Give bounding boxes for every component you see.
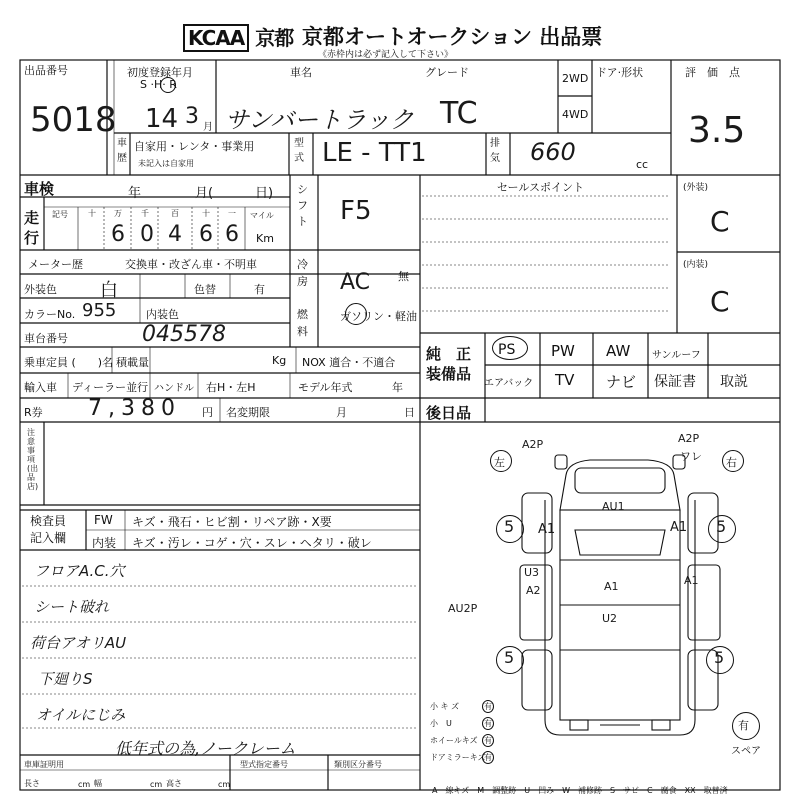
nox-options[interactable]: NOX 適合・不適合 (302, 356, 396, 369)
load-label: 積載量 (116, 356, 149, 369)
fuel-circle (345, 303, 367, 325)
comment-1: シート破れ (34, 598, 110, 616)
aftermarket-label: 後日品 (426, 404, 472, 422)
equip-ps-circle (492, 336, 528, 360)
fw-items[interactable]: キズ・飛石・ヒビ割・リペア跡・X要 (132, 515, 332, 529)
displacement-value: 660 (530, 138, 576, 166)
notes-label: 注意事項(出品店) (27, 428, 39, 491)
cert-label: 車庫証明用 (24, 760, 64, 769)
import-label: 輸入車 (24, 381, 57, 394)
digit-h1: 万 (114, 209, 122, 218)
mark-roof: AU1 (602, 500, 625, 513)
equip-airbag[interactable]: エアバック (484, 378, 534, 389)
comment-4: オイルにじみ (36, 706, 126, 724)
interior-label: (内装) (683, 260, 709, 270)
kigo-label: 記号 (52, 210, 68, 219)
recycle-yen: 円 (202, 406, 213, 419)
right-side-label: 右 (726, 456, 737, 469)
km-label: Km (256, 232, 274, 245)
tire-rear-right-value: 5 (714, 648, 725, 667)
exterior-color-value: 白 (100, 280, 118, 301)
recycle-label: R券 (24, 406, 43, 419)
equip-navi[interactable]: ナビ (606, 373, 637, 391)
logo-city: 京都 (255, 26, 294, 50)
mileage-label: 走 行 (24, 209, 40, 247)
mileage-digit-3: 6 (199, 222, 213, 247)
first-reg-month: 3 (185, 104, 199, 129)
digit-h3: 百 (171, 209, 179, 218)
digit-h0: 十 (88, 209, 96, 218)
legend-small-3: ドアミラーキズ (430, 753, 486, 762)
tire-front-left-value: 5 (504, 517, 515, 536)
mark-right-door: A1 (670, 520, 688, 535)
aircon-none[interactable]: 無 (398, 270, 409, 283)
inspector-label: 検査員 記入欄 (30, 514, 67, 545)
recycle-value: 7,380 (88, 396, 181, 421)
interior-color-label: 内装色 (146, 308, 179, 321)
rating-value: 3.5 (688, 110, 746, 151)
color-change-label: 色替 (194, 283, 216, 296)
model-code: LE - TT1 (322, 138, 427, 168)
color-change-value[interactable]: 有 (254, 283, 265, 296)
mile-label: マイル (250, 211, 274, 220)
mark-front-right: A2P (678, 432, 700, 445)
meter-options[interactable]: 交換車・改ざん車・不明車 (125, 258, 257, 271)
mark-bed: A1 (604, 580, 619, 593)
listing-number: 5018 (30, 100, 117, 140)
car-diagram (520, 455, 720, 735)
interior-damage-label: 内装 (92, 536, 117, 550)
comment-2: 荷台アオリAU (30, 634, 127, 652)
interior-grade: C (710, 285, 730, 318)
damage-legend: A－線キズ M－調整跡 U－凹み W－補修跡 S－サビ C－腐食 XX－取替済 (432, 786, 728, 795)
equip-warranty[interactable]: 保証書 (654, 374, 696, 390)
fw-label: FW (94, 513, 113, 527)
mileage-digit-2: 4 (168, 222, 182, 247)
width-label: 幅 (94, 779, 102, 788)
era-options: S ·H· R (140, 78, 177, 91)
car-name: サンバートラック (225, 106, 414, 134)
name-change-label: 名変期限 (226, 406, 270, 419)
first-reg-label: 初度登録年月 (127, 66, 193, 79)
legend-small-mark-3: 有 (484, 753, 492, 762)
spare-mark: 有 (738, 719, 749, 732)
color-no-value: 955 (82, 300, 117, 321)
meter-label: メーター歴 (28, 258, 83, 271)
name-change-month: 月 (336, 406, 347, 419)
rating-label: 評 価 点 (685, 66, 740, 79)
color-no-label: カラーNo. (24, 308, 76, 321)
mileage-digit-0: 6 (111, 222, 125, 247)
equip-manual[interactable]: 取説 (720, 374, 748, 390)
grade-value: TC (440, 96, 478, 131)
model-no-label: 型式指定番号 (240, 760, 288, 769)
import-dealer[interactable]: ディーラー並行 (72, 381, 149, 394)
car-name-label: 車名 (290, 66, 312, 79)
equip-tv[interactable]: TV (555, 371, 575, 389)
equipment-label: 純 正 装備品 (426, 345, 472, 383)
mark-left-panel-a2: A2 (526, 584, 541, 597)
door-label: ドア·形状 (596, 66, 644, 79)
chassis-label: 車台番号 (24, 332, 68, 345)
history-note: 未記入は自家用 (138, 159, 194, 168)
chassis-value: 045578 (142, 322, 226, 347)
legend-small-mark-0: 有 (484, 702, 492, 711)
form-title: 京都オートオークション 出品票 (302, 25, 603, 49)
spare-label: スペア (731, 746, 761, 757)
first-reg-year: 14 (145, 104, 179, 134)
digit-h4: 十 (202, 209, 210, 218)
legend-small-mark-2: 有 (484, 736, 492, 745)
era-circle (160, 77, 176, 93)
mark-bed-rear: U2 (602, 612, 618, 625)
cc-unit: cc (636, 158, 649, 171)
equip-sunroof[interactable]: サンルーフ (652, 350, 701, 361)
handle-label: ハンドル (154, 383, 194, 394)
shaken-day-unit: 日) (255, 186, 274, 201)
height-unit: cm (218, 780, 231, 789)
mark-left-side: AU2P (448, 602, 478, 615)
legend-small-0: 小 キ ズ (430, 702, 460, 711)
comment-0: フロアA.C.穴 (34, 562, 125, 580)
legend-small-1: 小 U (430, 719, 452, 728)
comment-5: 低年式の為,ノークレーム (115, 739, 296, 758)
fuel-options[interactable]: ガソリン・軽油 (340, 310, 417, 323)
equip-pw[interactable]: PW (551, 342, 575, 360)
model-label: 型 式 (294, 138, 304, 164)
drive-2wd[interactable]: 2WD (562, 72, 589, 85)
length-unit: cm (78, 780, 91, 789)
sales-point-label: セールスポイント (497, 181, 585, 194)
exterior-label: (外装) (683, 183, 709, 193)
class-no-label: 類別区分番号 (334, 760, 382, 769)
mark-left-panel-u3: U3 (524, 566, 540, 579)
mark-front-left: A2P (522, 438, 544, 451)
legend-small-mark-1: 有 (484, 719, 492, 728)
equip-aw[interactable]: AW (606, 342, 631, 360)
tire-rear-left-value: 5 (504, 648, 515, 667)
shift-label: シ フ ト (297, 183, 308, 228)
left-side-label: 左 (494, 456, 505, 469)
shaken-year-unit: 年 (128, 186, 142, 201)
model-year-label: モデル年式 (298, 381, 353, 394)
displacement-label: 排 気 (490, 138, 500, 164)
handle-options[interactable]: 右H・左H (206, 381, 256, 394)
shaken-label: 車検 (24, 180, 55, 198)
interior-damage-items[interactable]: キズ・汚レ・コゲ・穴・スレ・ヘタリ・破レ (132, 536, 372, 550)
mark-front-right-crack: ワレ (680, 450, 702, 463)
listing-number-label: 出品番号 (24, 64, 68, 77)
mark-right-panel: A1 (684, 574, 699, 587)
digit-h5: 一 (228, 209, 236, 218)
comment-3: 下廻りS (38, 670, 93, 688)
tire-front-right-value: 5 (716, 517, 727, 536)
mileage-digit-1: 0 (140, 222, 154, 247)
equip-ps[interactable]: PS (498, 342, 516, 358)
aircon-label: 冷 房 (297, 258, 308, 288)
month-unit: 月 (203, 122, 213, 133)
model-year-unit: 年 (392, 381, 403, 394)
height-label: 高さ (166, 779, 182, 788)
grade-label: グレード (425, 66, 469, 79)
shaken-month-unit: 月( (195, 186, 214, 201)
form-note: 《赤枠内は必ず記入して下さい》 (318, 50, 454, 60)
fuel-label: 燃 料 (297, 308, 308, 338)
name-change-day: 日 (404, 406, 415, 419)
exterior-color-label: 外装色 (24, 283, 57, 296)
exterior-grade: C (710, 205, 730, 238)
drive-4wd[interactable]: 4WD (562, 108, 589, 121)
digit-h2: 千 (141, 209, 149, 218)
mileage-digit-4: 6 (225, 222, 239, 247)
kg-unit: Kg (272, 354, 287, 367)
history-label: 車 歴 (117, 138, 127, 164)
seats-label: 乗車定員 ( )名 (24, 356, 114, 369)
length-label: 長さ (24, 779, 40, 788)
logo-kcaa: KCAA (183, 24, 249, 52)
legend-small-2: ホイールキズ (430, 736, 478, 745)
shift-value: F5 (340, 196, 372, 226)
width-unit: cm (150, 780, 163, 789)
mark-left-door: A1 (538, 522, 556, 537)
aircon-value: AC (340, 270, 371, 295)
history-options[interactable]: 自家用・レンタ・事業用 (134, 140, 255, 153)
